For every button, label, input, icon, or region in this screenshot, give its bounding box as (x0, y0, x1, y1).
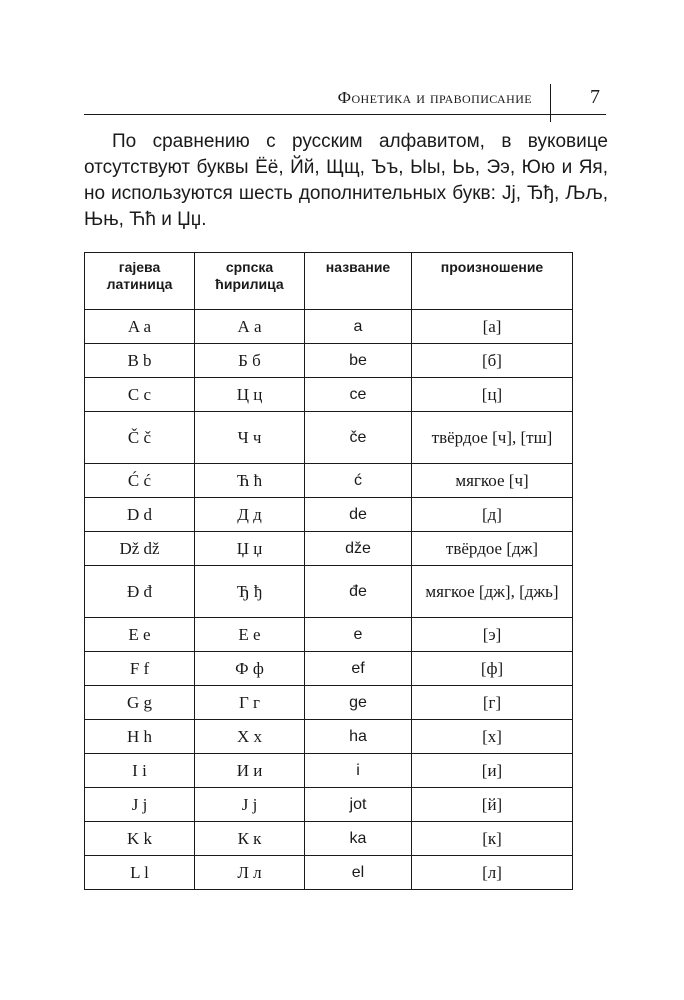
latin-cell: H h (85, 720, 195, 754)
name-cell: ć (305, 464, 412, 498)
table-row (85, 464, 573, 498)
pronunciation-cell: твёрдое [ч], [тш] (412, 412, 573, 464)
cyrillic-cell: J j (195, 788, 305, 822)
cyrillic-cell: Г г (195, 686, 305, 720)
latin-cell: G g (85, 686, 195, 720)
latin-cell: Č č (85, 412, 195, 464)
pronunciation-cell: [э] (412, 618, 573, 652)
table-row (85, 532, 573, 566)
pronunciation-cell: [ц] (412, 378, 573, 412)
latin-cell: B b (85, 344, 195, 378)
cyrillic-cell: Х х (195, 720, 305, 754)
cyrillic-cell: Е е (195, 618, 305, 652)
table-row (85, 412, 573, 464)
pronunciation-cell: [д] (412, 498, 573, 532)
table-row (85, 720, 573, 754)
cyrillic-cell: Б б (195, 344, 305, 378)
page-number: 7 (590, 86, 600, 108)
cyrillic-cell: Ц ц (195, 378, 305, 412)
header-pronunciation (412, 253, 573, 310)
pronunciation-cell: [г] (412, 686, 573, 720)
table-row (85, 822, 573, 856)
name-cell: be (305, 344, 412, 378)
pronunciation-cell: [л] (412, 856, 573, 890)
pronunciation-cell: [ф] (412, 652, 573, 686)
pronunciation-cell: [и] (412, 754, 573, 788)
latin-cell: Ć ć (85, 464, 195, 498)
cyrillic-cell: Ф ф (195, 652, 305, 686)
name-cell: dže (305, 532, 412, 566)
table-row (85, 856, 573, 890)
table-body (85, 310, 573, 890)
header-pronunciation-label: произношение (440, 259, 544, 275)
cyrillic-cell: Ђ ђ (195, 566, 305, 618)
name-cell: ge (305, 686, 412, 720)
pronunciation-cell: мягкое [дж], [джь] (412, 566, 573, 618)
pronunciation-cell: [й] (412, 788, 573, 822)
name-cell: ce (305, 378, 412, 412)
header-cyrillic (195, 253, 305, 310)
header-divider (550, 84, 551, 122)
pronunciation-cell: [б] (412, 344, 573, 378)
pronunciation-cell: [к] (412, 822, 573, 856)
cyrillic-cell: Џ џ (195, 532, 305, 566)
latin-cell: Đ đ (85, 566, 195, 618)
cyrillic-cell: А а (195, 310, 305, 344)
intro-paragraph: По сравнению с русским алфавитом, в вуковице отсутствуют буквы Ёё, Йй, Щщ, Ъъ, Ыы, Ьь, Ээ, Юю и Яя, но используются шесть дополнительных букв: Jj, Ђђ, Љљ, Њњ, Ћћ и Џџ. (84, 131, 608, 230)
cyrillic-cell: К к (195, 822, 305, 856)
header-name-label: название (325, 259, 391, 275)
latin-cell: K k (85, 822, 195, 856)
header-cyrillic-label: српска ћирилица (215, 259, 284, 292)
header-name (305, 253, 412, 310)
chapter-title: Фонетика и правописание (337, 88, 532, 107)
cyrillic-cell: Д д (195, 498, 305, 532)
latin-cell: C c (85, 378, 195, 412)
name-cell: če (305, 412, 412, 464)
alphabet-table (84, 252, 573, 890)
cyrillic-cell: Ч ч (195, 412, 305, 464)
latin-cell: E e (85, 618, 195, 652)
table-row (85, 686, 573, 720)
table-row (85, 788, 573, 822)
name-cell: ha (305, 720, 412, 754)
name-cell: a (305, 310, 412, 344)
latin-cell: L l (85, 856, 195, 890)
cyrillic-cell: Ћ ћ (195, 464, 305, 498)
table-row (85, 498, 573, 532)
latin-cell: Dž dž (85, 532, 195, 566)
latin-cell: F f (85, 652, 195, 686)
latin-cell: D d (85, 498, 195, 532)
table-row (85, 652, 573, 686)
table-row (85, 378, 573, 412)
header-latin-label: гајева латиница (106, 259, 173, 292)
cyrillic-cell: И и (195, 754, 305, 788)
latin-cell: J j (85, 788, 195, 822)
name-cell: e (305, 618, 412, 652)
name-cell: ka (305, 822, 412, 856)
name-cell: i (305, 754, 412, 788)
pronunciation-cell: [а] (412, 310, 573, 344)
table-header-row (85, 253, 573, 310)
name-cell: ef (305, 652, 412, 686)
pronunciation-cell: твёрдое [дж] (412, 532, 573, 566)
table-row (85, 618, 573, 652)
table-row (85, 566, 573, 618)
name-cell: el (305, 856, 412, 890)
cyrillic-cell: Л л (195, 856, 305, 890)
name-cell: de (305, 498, 412, 532)
table-row (85, 310, 573, 344)
pronunciation-cell: [х] (412, 720, 573, 754)
latin-cell: I i (85, 754, 195, 788)
table-row (85, 344, 573, 378)
header-latin (85, 253, 195, 310)
name-cell: jot (305, 788, 412, 822)
pronunciation-cell: мягкое [ч] (412, 464, 573, 498)
running-header (84, 84, 606, 115)
name-cell: đe (305, 566, 412, 618)
table-row (85, 754, 573, 788)
latin-cell: A a (85, 310, 195, 344)
